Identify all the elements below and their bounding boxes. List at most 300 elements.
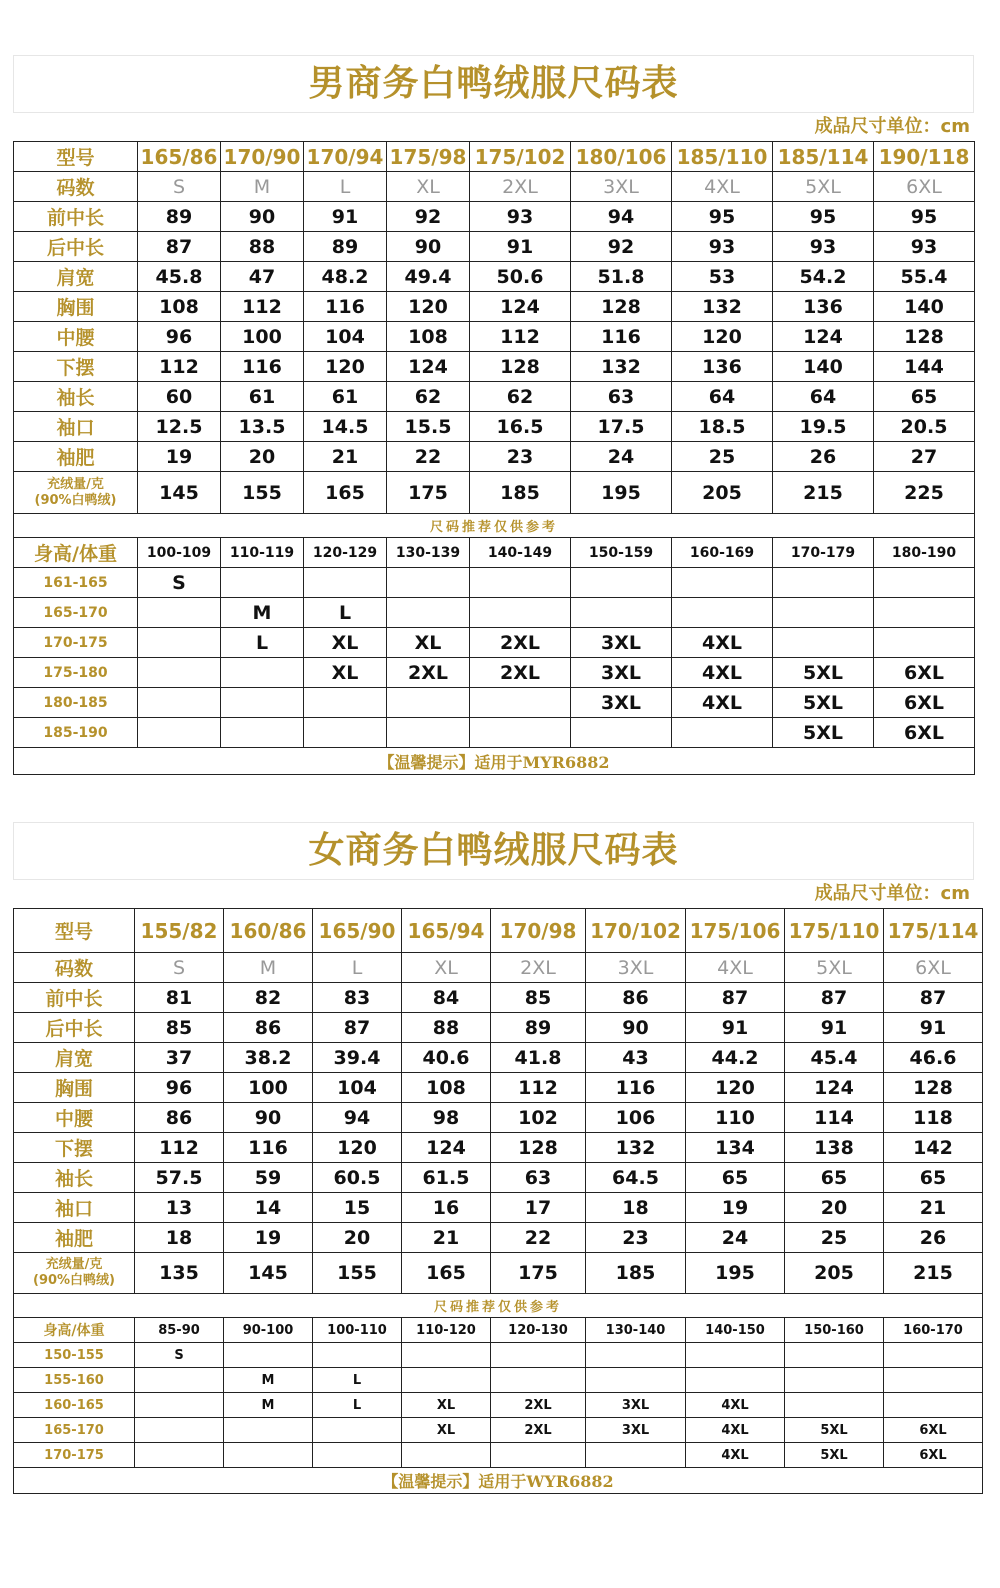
recommend-size-cell	[402, 1343, 491, 1368]
men-size-chart	[13, 55, 974, 775]
recommend-size-cell	[785, 1393, 884, 1418]
measurement-value: 124	[387, 352, 470, 382]
weight-range-cell: 110-120	[402, 1318, 491, 1343]
weight-range-cell: 130-139	[387, 538, 470, 568]
measurement-value: 85	[135, 1013, 224, 1043]
measurement-value: 106	[586, 1103, 686, 1133]
model-cell: 165/94	[402, 909, 491, 953]
measurement-value: 14.5	[304, 412, 387, 442]
recommend-size-cell: 5XL	[773, 658, 874, 688]
measurement-value: 90	[221, 202, 304, 232]
measurement-value: 18	[135, 1223, 224, 1253]
measurement-value: 120	[672, 322, 773, 352]
measurement-value: 17	[491, 1193, 586, 1223]
measurement-label: 袖长	[14, 382, 138, 412]
measurement-value: 19	[686, 1193, 785, 1223]
measurement-row	[14, 1013, 983, 1043]
measurement-value: 87	[313, 1013, 402, 1043]
measurement-value: 116	[586, 1073, 686, 1103]
recommend-size-cell	[387, 688, 470, 718]
weight-range-cell: 160-170	[884, 1318, 983, 1343]
measurement-value: 14	[224, 1193, 313, 1223]
recommend-size-cell: S	[138, 568, 221, 598]
size-code-cell: M	[224, 953, 313, 983]
measurement-value: 53	[672, 262, 773, 292]
measurement-value: 93	[773, 232, 874, 262]
height-range-label: 185-190	[14, 718, 138, 748]
measurement-value: 144	[874, 352, 975, 382]
size-code-cell: 5XL	[773, 172, 874, 202]
weight-range-cell: 140-150	[686, 1318, 785, 1343]
recommend-size-cell	[874, 568, 975, 598]
recommend-size-cell	[586, 1368, 686, 1393]
measurement-value: 102	[491, 1103, 586, 1133]
measurement-value: 24	[686, 1223, 785, 1253]
measurement-value: 89	[304, 232, 387, 262]
recommend-size-cell	[224, 1443, 313, 1468]
measurement-value: 13.5	[221, 412, 304, 442]
down-fill-value: 225	[874, 472, 975, 514]
recommend-size-cell	[135, 1393, 224, 1418]
model-cell: 165/90	[313, 909, 402, 953]
measurement-value: 124	[773, 322, 874, 352]
recommend-row	[14, 1393, 983, 1418]
recommend-size-cell: 3XL	[571, 658, 672, 688]
recommend-size-cell: 5XL	[773, 688, 874, 718]
measurement-row	[14, 322, 975, 352]
measurement-value: 124	[402, 1133, 491, 1163]
recommend-size-cell: 4XL	[686, 1418, 785, 1443]
measurement-label: 袖肥	[14, 442, 138, 472]
measurement-label: 袖长	[14, 1163, 135, 1193]
measurement-value: 61.5	[402, 1163, 491, 1193]
measurement-value: 23	[470, 442, 571, 472]
measurement-value: 46.6	[884, 1043, 983, 1073]
measurement-value: 124	[785, 1073, 884, 1103]
measurement-value: 37	[135, 1043, 224, 1073]
measurement-row	[14, 1043, 983, 1073]
measurement-value: 19	[138, 442, 221, 472]
recommend-size-cell	[773, 598, 874, 628]
recommend-size-cell: M	[224, 1393, 313, 1418]
measurement-label: 袖肥	[14, 1223, 135, 1253]
measurement-value: 114	[785, 1103, 884, 1133]
tip-text: 【温馨提示】适用于MYR6882	[14, 748, 975, 775]
recommend-row	[14, 598, 975, 628]
recommend-note: 尺码推荐仅供参考	[14, 514, 975, 538]
down-fill-label-line1: 充绒量/克	[45, 1257, 103, 1272]
size-code-cell: 2XL	[491, 953, 586, 983]
measurement-value: 96	[135, 1073, 224, 1103]
weight-range-cell: 130-140	[586, 1318, 686, 1343]
measurement-value: 86	[135, 1103, 224, 1133]
recommend-size-cell	[672, 598, 773, 628]
measurement-value: 116	[221, 352, 304, 382]
recommend-size-cell: 5XL	[785, 1443, 884, 1468]
weight-range-cell: 140-149	[470, 538, 571, 568]
down-fill-value: 145	[224, 1253, 313, 1294]
measurement-value: 12.5	[138, 412, 221, 442]
recommend-size-cell	[586, 1443, 686, 1468]
measurement-value: 51.8	[571, 262, 672, 292]
recommend-size-cell: L	[304, 598, 387, 628]
measurement-value: 132	[586, 1133, 686, 1163]
measurement-value: 62	[470, 382, 571, 412]
measurement-value: 20	[313, 1223, 402, 1253]
height-weight-header-row	[14, 538, 975, 568]
weight-range-cell: 150-159	[571, 538, 672, 568]
measurement-value: 38.2	[224, 1043, 313, 1073]
measurement-value: 64	[672, 382, 773, 412]
weight-range-cell: 120-130	[491, 1318, 586, 1343]
measurement-value: 112	[135, 1133, 224, 1163]
model-cell: 175/110	[785, 909, 884, 953]
recommend-size-cell	[387, 718, 470, 748]
measurement-value: 94	[313, 1103, 402, 1133]
recommend-size-cell	[672, 568, 773, 598]
recommend-size-cell	[470, 598, 571, 628]
size-code-cell: S	[135, 953, 224, 983]
recommend-size-cell	[224, 1418, 313, 1443]
down-fill-label	[14, 472, 138, 514]
size-code-cell: 5XL	[785, 953, 884, 983]
measurement-value: 120	[304, 352, 387, 382]
measurement-value: 82	[224, 983, 313, 1013]
down-fill-value: 165	[402, 1253, 491, 1294]
measurement-value: 20	[785, 1193, 884, 1223]
recommend-size-cell	[571, 598, 672, 628]
measurement-value: 63	[571, 382, 672, 412]
measurement-value: 21	[304, 442, 387, 472]
weight-range-cell: 85-90	[135, 1318, 224, 1343]
recommend-size-cell	[387, 568, 470, 598]
recommend-size-cell	[135, 1443, 224, 1468]
down-fill-value: 185	[586, 1253, 686, 1294]
measurement-value: 95	[773, 202, 874, 232]
measurement-value: 88	[221, 232, 304, 262]
measurement-value: 93	[672, 232, 773, 262]
model-header-row	[14, 909, 983, 953]
recommend-size-cell	[138, 688, 221, 718]
model-cell: 155/82	[135, 909, 224, 953]
down-fill-value: 165	[304, 472, 387, 514]
size-code-cell: S	[138, 172, 221, 202]
down-fill-value: 215	[773, 472, 874, 514]
measurement-label: 下摆	[14, 1133, 135, 1163]
measurement-value: 93	[470, 202, 571, 232]
size-code-cell: 4XL	[686, 953, 785, 983]
measurement-value: 100	[221, 322, 304, 352]
measurement-row	[14, 382, 975, 412]
tip-text: 【温馨提示】适用于WYR6882	[14, 1468, 983, 1494]
recommend-size-cell: 3XL	[571, 688, 672, 718]
measurement-value: 48.2	[304, 262, 387, 292]
recommend-size-cell	[491, 1443, 586, 1468]
recommend-size-cell: 6XL	[884, 1418, 983, 1443]
recommend-size-cell	[402, 1368, 491, 1393]
recommend-size-cell	[304, 688, 387, 718]
measurement-value: 91	[304, 202, 387, 232]
recommend-size-cell	[571, 718, 672, 748]
measurement-value: 91	[470, 232, 571, 262]
measurement-value: 65	[884, 1163, 983, 1193]
measurement-value: 112	[138, 352, 221, 382]
measurement-value: 132	[672, 292, 773, 322]
recommend-size-cell: XL	[402, 1418, 491, 1443]
measurement-row	[14, 1103, 983, 1133]
height-range-label: 175-180	[14, 658, 138, 688]
recommend-size-cell	[785, 1343, 884, 1368]
measurement-value: 64	[773, 382, 874, 412]
measurement-value: 116	[224, 1133, 313, 1163]
measurement-value: 26	[773, 442, 874, 472]
size-code-cell: 4XL	[672, 172, 773, 202]
recommend-size-cell	[491, 1368, 586, 1393]
measurement-value: 50.6	[470, 262, 571, 292]
recommend-size-cell	[135, 1418, 224, 1443]
measurement-value: 128	[571, 292, 672, 322]
measurement-value: 120	[313, 1133, 402, 1163]
measurement-row	[14, 442, 975, 472]
measurement-value: 45.8	[138, 262, 221, 292]
measurement-value: 136	[773, 292, 874, 322]
measurement-value: 142	[884, 1133, 983, 1163]
measurement-label: 中腰	[14, 1103, 135, 1133]
measurement-row	[14, 292, 975, 322]
recommend-size-cell	[884, 1393, 983, 1418]
measurement-value: 108	[138, 292, 221, 322]
measurement-value: 24	[571, 442, 672, 472]
measurement-value: 65	[785, 1163, 884, 1193]
recommend-size-cell: 3XL	[586, 1393, 686, 1418]
measurement-value: 116	[571, 322, 672, 352]
measurement-value: 118	[884, 1103, 983, 1133]
recommend-size-cell: 4XL	[686, 1443, 785, 1468]
down-fill-value: 205	[672, 472, 773, 514]
recommend-size-cell	[773, 568, 874, 598]
recommend-size-cell: L	[313, 1393, 402, 1418]
recommend-size-cell: L	[313, 1368, 402, 1393]
tip-row	[14, 1468, 983, 1494]
recommend-size-cell: 6XL	[884, 1443, 983, 1468]
measurement-value: 40.6	[402, 1043, 491, 1073]
measurement-value: 87	[785, 983, 884, 1013]
model-cell: 170/94	[304, 142, 387, 172]
size-code-cell: XL	[387, 172, 470, 202]
size-code-cell: 6XL	[884, 953, 983, 983]
recommend-size-cell: XL	[304, 658, 387, 688]
recommend-size-cell	[491, 1343, 586, 1368]
recommend-size-cell: L	[221, 628, 304, 658]
measurement-value: 87	[884, 983, 983, 1013]
measurement-value: 91	[884, 1013, 983, 1043]
recommend-size-cell: 3XL	[571, 628, 672, 658]
recommend-row	[14, 1443, 983, 1468]
recommend-size-cell	[135, 1368, 224, 1393]
measurement-value: 91	[686, 1013, 785, 1043]
recommend-size-cell: XL	[304, 628, 387, 658]
measurement-value: 95	[672, 202, 773, 232]
recommend-size-cell: 2XL	[491, 1418, 586, 1443]
measurement-value: 18	[586, 1193, 686, 1223]
measurement-value: 86	[586, 983, 686, 1013]
recommend-row	[14, 568, 975, 598]
recommend-size-cell: M	[224, 1368, 313, 1393]
measurement-label: 胸围	[14, 1073, 135, 1103]
recommend-size-cell: S	[135, 1343, 224, 1368]
recommend-size-cell	[138, 718, 221, 748]
measurement-value: 128	[491, 1133, 586, 1163]
recommend-size-cell	[387, 598, 470, 628]
model-cell: 185/110	[672, 142, 773, 172]
recommend-size-cell: 5XL	[773, 718, 874, 748]
women-size-table	[13, 908, 983, 1494]
measurement-value: 63	[491, 1163, 586, 1193]
measurement-value: 60	[138, 382, 221, 412]
measurement-value: 26	[884, 1223, 983, 1253]
measurement-value: 87	[138, 232, 221, 262]
weight-range-cell: 170-179	[773, 538, 874, 568]
measurement-value: 100	[224, 1073, 313, 1103]
down-fill-value: 135	[135, 1253, 224, 1294]
measurement-value: 54.2	[773, 262, 874, 292]
size-code-row	[14, 953, 983, 983]
measurement-row	[14, 202, 975, 232]
measurement-value: 22	[387, 442, 470, 472]
recommend-size-cell	[224, 1343, 313, 1368]
height-range-label: 170-175	[14, 1443, 135, 1468]
measurement-label: 袖口	[14, 1193, 135, 1223]
measurement-value: 136	[672, 352, 773, 382]
down-fill-value: 155	[221, 472, 304, 514]
recommend-size-cell	[773, 628, 874, 658]
recommend-row	[14, 658, 975, 688]
measurement-value: 81	[135, 983, 224, 1013]
measurement-label: 肩宽	[14, 1043, 135, 1073]
model-cell: 175/114	[884, 909, 983, 953]
height-range-label: 150-155	[14, 1343, 135, 1368]
measurement-value: 112	[491, 1073, 586, 1103]
recommend-size-cell: 2XL	[470, 658, 571, 688]
recommend-note-row	[14, 1294, 983, 1318]
measurement-value: 17.5	[571, 412, 672, 442]
down-fill-value: 195	[686, 1253, 785, 1294]
measurement-value: 16	[402, 1193, 491, 1223]
measurement-row	[14, 412, 975, 442]
down-fill-value: 195	[571, 472, 672, 514]
measurement-value: 57.5	[135, 1163, 224, 1193]
measurement-value: 18.5	[672, 412, 773, 442]
measurement-value: 128	[470, 352, 571, 382]
recommend-size-cell	[571, 568, 672, 598]
recommend-size-cell	[586, 1343, 686, 1368]
measurement-value: 55.4	[874, 262, 975, 292]
measurement-value: 94	[571, 202, 672, 232]
model-cell: 175/98	[387, 142, 470, 172]
recommend-size-cell: 4XL	[672, 628, 773, 658]
recommend-size-cell	[221, 568, 304, 598]
recommend-size-cell: M	[221, 598, 304, 628]
recommend-size-cell	[402, 1443, 491, 1468]
measurement-value: 44.2	[686, 1043, 785, 1073]
size-code-cell: L	[313, 953, 402, 983]
measurement-value: 15	[313, 1193, 402, 1223]
women-chart-title: 女商务白鸭绒服尺码表	[13, 822, 974, 880]
measurement-label: 下摆	[14, 352, 138, 382]
recommend-size-cell	[138, 658, 221, 688]
weight-range-cell: 180-190	[874, 538, 975, 568]
measurement-value: 83	[313, 983, 402, 1013]
down-fill-label-line2: (90%白鸭绒)	[33, 1273, 115, 1288]
down-fill-value: 205	[785, 1253, 884, 1294]
measurement-value: 89	[491, 1013, 586, 1043]
measurement-value: 128	[884, 1073, 983, 1103]
model-header-row	[14, 142, 975, 172]
measurement-value: 15.5	[387, 412, 470, 442]
down-fill-value: 155	[313, 1253, 402, 1294]
measurement-value: 86	[224, 1013, 313, 1043]
size-code-label: 码数	[14, 953, 135, 983]
weight-range-cell: 120-129	[304, 538, 387, 568]
height-range-label: 161-165	[14, 568, 138, 598]
measurement-row	[14, 1133, 983, 1163]
recommend-size-cell	[470, 688, 571, 718]
recommend-size-cell	[221, 718, 304, 748]
height-range-label: 165-170	[14, 1418, 135, 1443]
measurement-value: 60.5	[313, 1163, 402, 1193]
recommend-row	[14, 628, 975, 658]
recommend-size-cell: 2XL	[491, 1393, 586, 1418]
measurement-value: 64.5	[586, 1163, 686, 1193]
measurement-value: 23	[586, 1223, 686, 1253]
model-label: 型号	[14, 909, 135, 953]
measurement-value: 92	[387, 202, 470, 232]
measurement-value: 90	[224, 1103, 313, 1133]
tip-row	[14, 748, 975, 775]
recommend-size-cell: 2XL	[387, 658, 470, 688]
recommend-size-cell	[884, 1368, 983, 1393]
measurement-value: 90	[387, 232, 470, 262]
size-code-label: 码数	[14, 172, 138, 202]
recommend-size-cell: 6XL	[874, 688, 975, 718]
measurement-label: 肩宽	[14, 262, 138, 292]
measurement-value: 20.5	[874, 412, 975, 442]
measurement-label: 前中长	[14, 983, 135, 1013]
measurement-value: 21	[402, 1223, 491, 1253]
measurement-value: 47	[221, 262, 304, 292]
measurement-value: 25	[672, 442, 773, 472]
measurement-value: 61	[304, 382, 387, 412]
measurement-value: 124	[470, 292, 571, 322]
measurement-value: 89	[138, 202, 221, 232]
measurement-value: 104	[304, 322, 387, 352]
down-fill-value: 185	[470, 472, 571, 514]
measurement-value: 108	[387, 322, 470, 352]
weight-range-cell: 100-109	[138, 538, 221, 568]
recommend-size-cell: 2XL	[470, 628, 571, 658]
measurement-label: 中腰	[14, 322, 138, 352]
measurement-value: 21	[884, 1193, 983, 1223]
measurement-value: 95	[874, 202, 975, 232]
measurement-value: 110	[686, 1103, 785, 1133]
down-fill-value: 145	[138, 472, 221, 514]
recommend-size-cell	[221, 658, 304, 688]
down-fill-value: 175	[491, 1253, 586, 1294]
size-code-row	[14, 172, 975, 202]
size-code-cell: 2XL	[470, 172, 571, 202]
measurement-value: 132	[571, 352, 672, 382]
recommend-note: 尺码推荐仅供参考	[14, 1294, 983, 1318]
